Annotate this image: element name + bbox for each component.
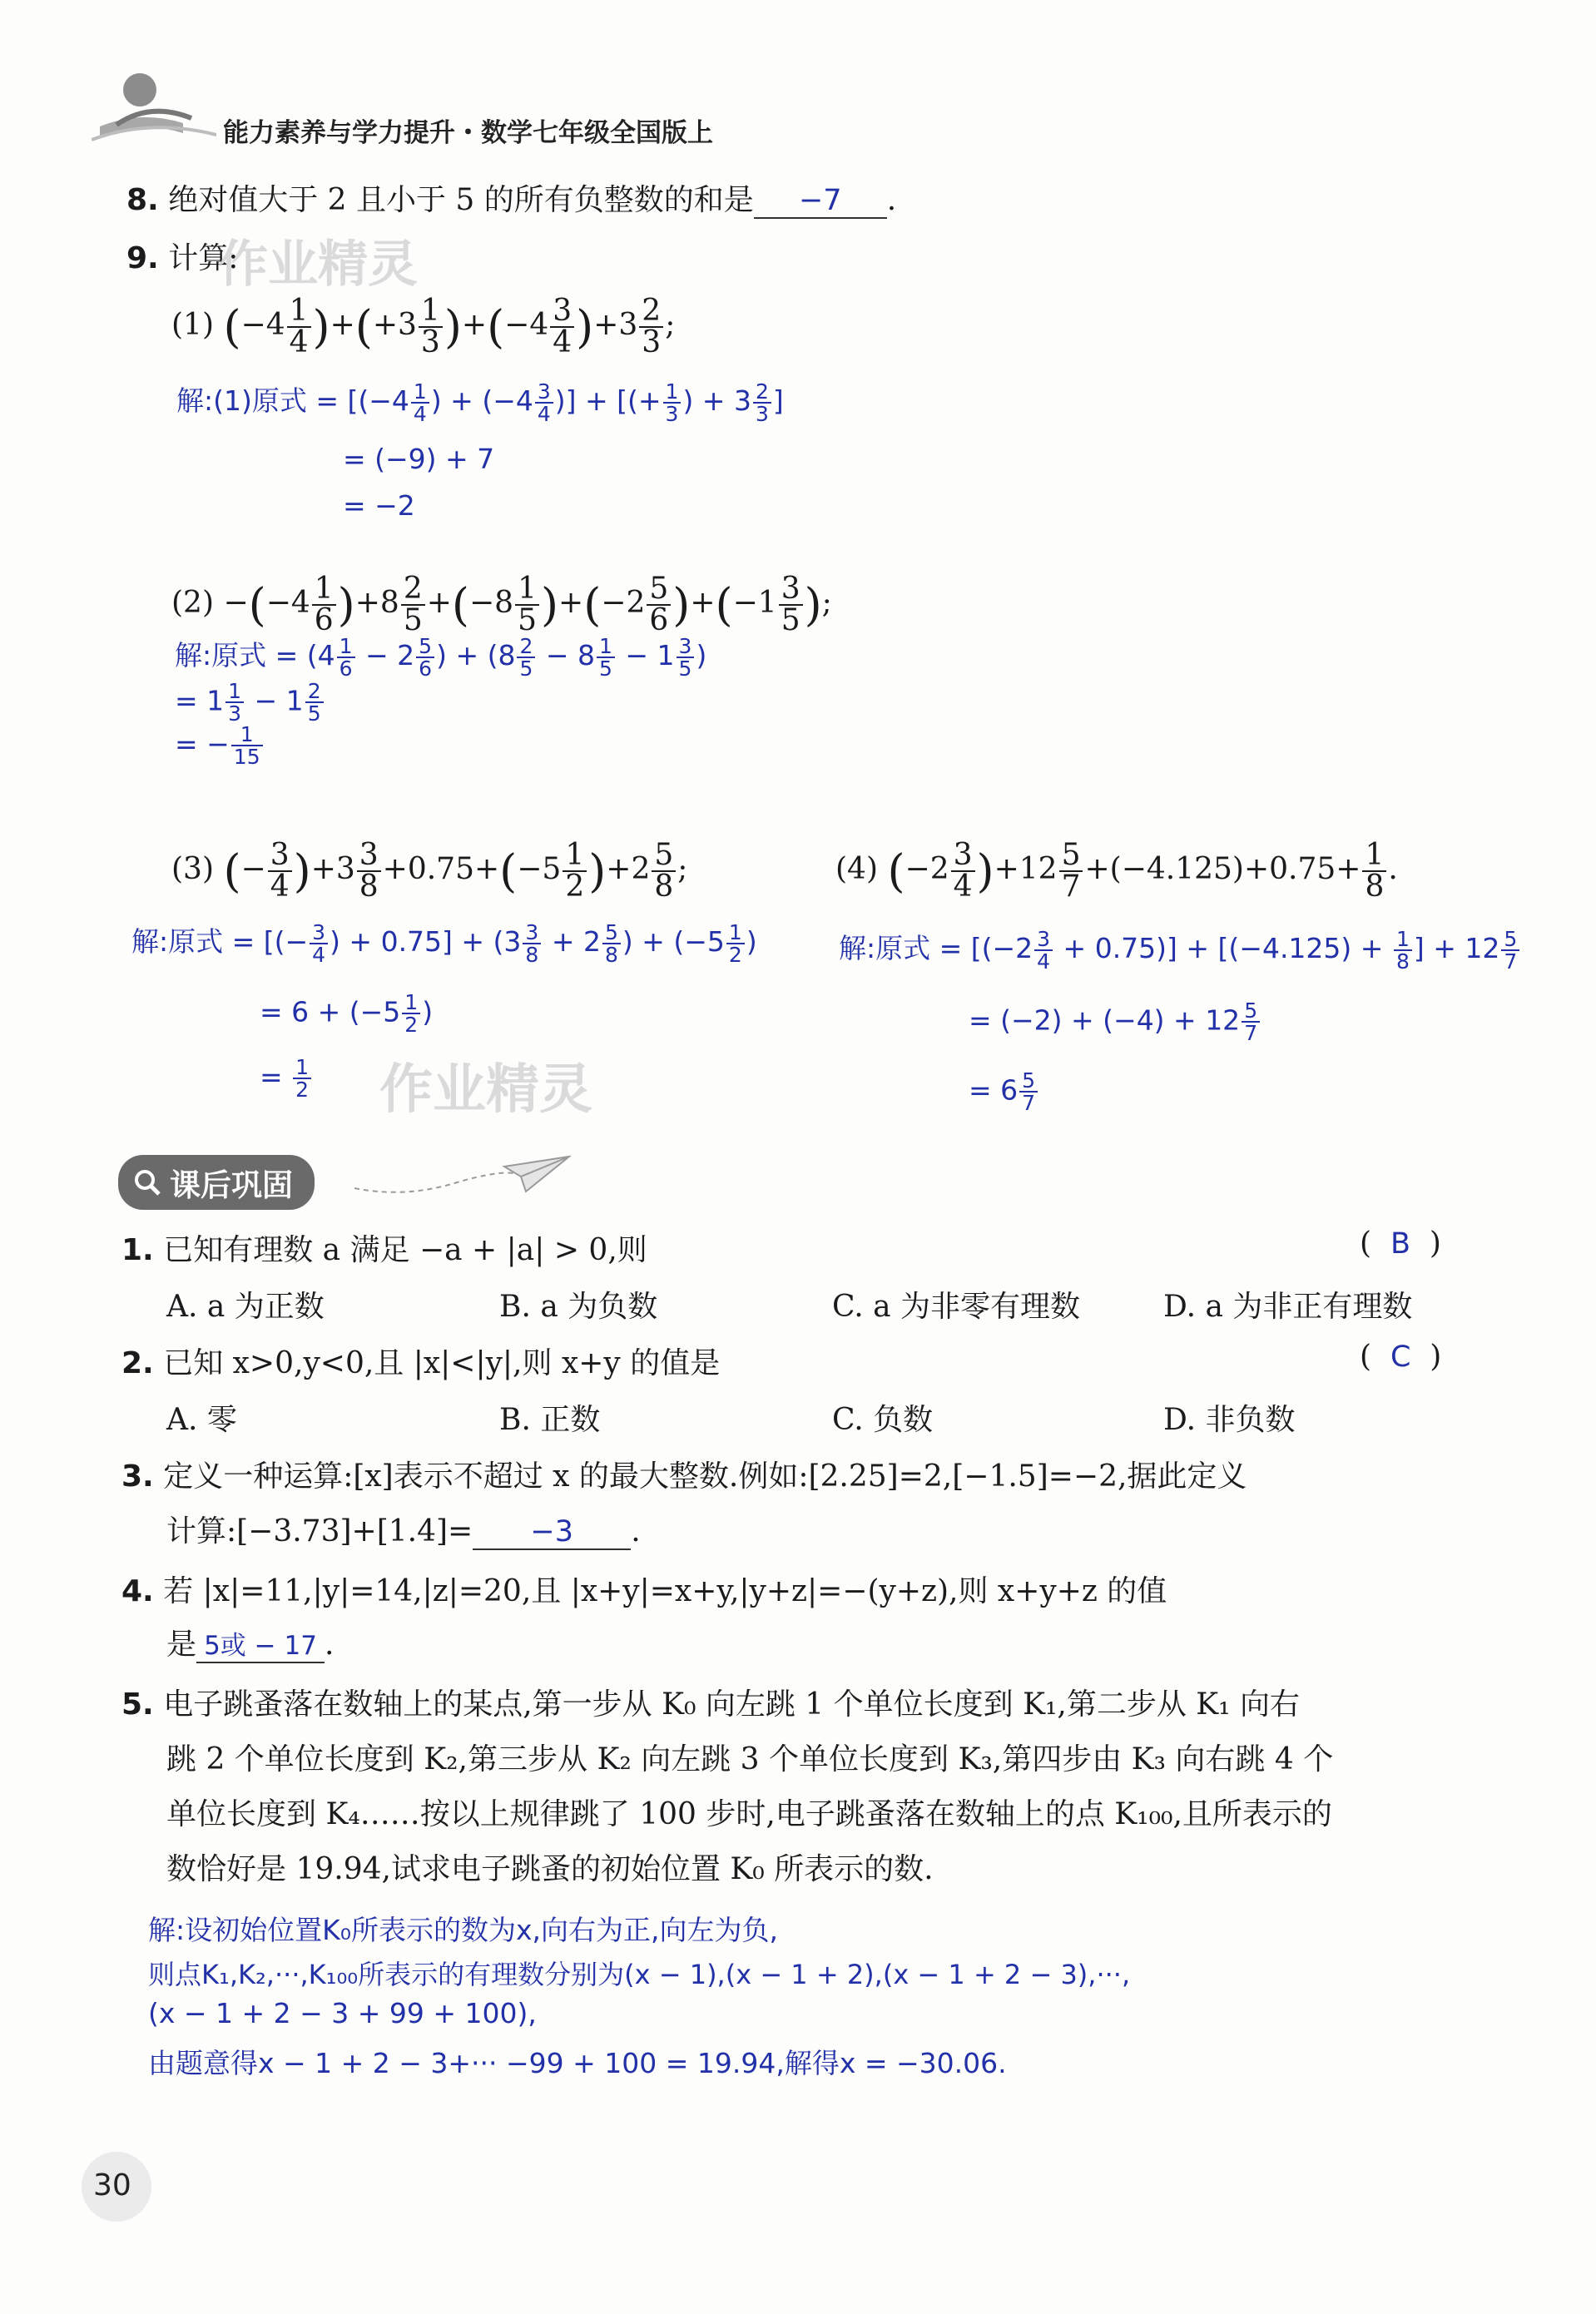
question-number: 2. <box>121 1346 154 1380</box>
choice-question-2 <box>121 1340 720 1382</box>
option-d: D. 非负数 <box>1163 1403 1296 1437</box>
question-3-line-2: 计算:[−3.73]+[1.4]= −3 . <box>166 1514 641 1548</box>
solution-5-line-3: (x − 1 + 2 − 3 + 99 + 100), <box>148 1997 537 2029</box>
answer-blank <box>754 183 887 219</box>
solution-1-line-3: = −2 <box>343 489 415 522</box>
answer-text: B <box>1390 1227 1410 1261</box>
problem-1: (1) (−4 $\frac{1}{4}$ )+(+3 $\frac{1}{3}$ )+(−4 $\frac{3}{4}$ )+3 $\frac{2}{3}$ ; <box>171 294 676 359</box>
question-number: 8. <box>126 183 159 217</box>
question-number: 3. <box>121 1459 154 1494</box>
answer-blank <box>473 1514 631 1550</box>
question-number: 9. <box>126 241 159 275</box>
question-3 <box>121 1453 1247 1495</box>
question-number: 1. <box>121 1233 154 1267</box>
answer-text: −7 <box>798 184 842 217</box>
solution-5-line-2: 则点K₁,K₂,···,K₁₀₀所表示的有理数分别为(x − 1),(x − 1 + 2),(x − 1 + 2 − 3),···, <box>148 1959 1131 1990</box>
option-a: A. 零 <box>166 1403 237 1437</box>
problem-2: (2) −(−4 $\frac{1}{6}$ )+8 $\frac{2}{5}$ +(−8 $\frac{1}{5}$ )+(−2 $\frac{5}{6}$ )+(−1 $\frac{3}{5}$ ); <box>171 572 832 637</box>
solution-1-line-1: 解:(1)原式 = [(−4 $\frac{1}{4}$ ) + (−4 $\frac{3}{4}$ )] + [(+ $\frac{1}{3}$ ) + 3 $\frac{2}{3}$ ] <box>176 379 784 426</box>
solution-4-line-2: = (−2) + (−4) + 12 $\frac{5}{7}$ <box>969 1000 1261 1043</box>
book-reader-icon <box>92 68 216 151</box>
solution-5-line-4: 由题意得x − 1 + 2 − 3+··· −99 + 100 = 19.94,解得x = −30.06. <box>148 2047 1007 2079</box>
solution-2-line-1: 解:原式 = (4 $\frac{1}{6}$ − 2 $\frac{5}{6}$ ) + (8 $\frac{2}{5}$ − 8 $\frac{1}{5}$ − 1 $\frac{3}{5}$ ) <box>175 633 707 681</box>
question-text: 若 |x|=11,|y|=14,|z|=20,且 |x+y|=x+y,|y+z|=−(y+z),则 x+y+z 的值 <box>163 1574 1167 1608</box>
question-number: 5. <box>121 1687 154 1722</box>
solution-2-line-3: = − $\frac{1}{15}$ <box>175 724 265 767</box>
page-number: 30 <box>93 2168 131 2203</box>
option-d: D. a 为非正有理数 <box>1163 1290 1413 1324</box>
question-4-line-2: 是 5或 − 17 . <box>166 1621 334 1663</box>
question-text: 已知有理数 a 满足 −a + |a| > 0,则 <box>163 1233 647 1267</box>
paper-plane-decoration <box>354 1152 571 1205</box>
section-pill <box>118 1155 315 1210</box>
answer-bracket: ( C ) <box>1360 1340 1442 1374</box>
solution-3-line-1: 解:原式 = [(− $\frac{3}{4}$ ) + 0.75] + (3 $\frac{3}{8}$ + 2 $\frac{5}{8}$ ) + (−5 $\frac{1}{2}$ ) <box>131 919 757 967</box>
question-text: 计算: <box>168 241 239 275</box>
option-c: C. 负数 <box>832 1403 934 1437</box>
question-5-line-4: 数恰好是 19.94,试求电子跳蚤的初始位置 K₀ 所表示的数. <box>166 1852 934 1886</box>
choice-question-1 <box>121 1226 647 1269</box>
question-4 <box>121 1568 1167 1610</box>
answer-bracket: ( B ) <box>1360 1226 1441 1261</box>
solution-5-line-1: 解:设初始位置K₀所表示的数为x,向右为正,向左为负, <box>148 1914 778 1946</box>
question-number: 4. <box>121 1574 154 1608</box>
solution-2-line-2: = 1 $\frac{1}{3}$ − 1 $\frac{2}{5}$ <box>175 681 325 724</box>
option-c: C. a 为非零有理数 <box>832 1290 1081 1324</box>
problem-4: (4) (−2 $\frac{3}{4}$ )+12 $\frac{5}{7}$ +(−4.125)+0.75+ $\frac{1}{8}$ . <box>835 838 1398 904</box>
answer-blank <box>196 1624 325 1663</box>
solution-4-line-1: 解:原式 = [(−2 $\frac{3}{4}$ + 0.75)] + [(−4.125) + $\frac{1}{8}$ ] + 12 $\frac{5}{7}$ <box>839 927 1521 972</box>
question-text: 电子跳蚤落在数轴上的某点,第一步从 K₀ 向左跳 1 个单位长度到 K₁,第二步从 K₁ 向右 <box>163 1687 1301 1722</box>
solution-3-line-2: = 6 + (−5 $\frac{1}{2}$ ) <box>260 990 434 1037</box>
option-a: A. a 为正数 <box>166 1290 325 1324</box>
header-logo <box>92 68 216 151</box>
option-b: B. a 为负数 <box>499 1290 658 1324</box>
watermark: 作业精灵 <box>379 1059 592 1121</box>
header-title: 能力素养与学力提升・数学七年级全国版上 <box>223 118 713 148</box>
question-5-line-3: 单位长度到 K₄……按以上规律跳了 100 步时,电子跳蚤落在数轴上的点 K₁₀₀,且所表示的 <box>166 1797 1332 1831</box>
answer-text: C <box>1390 1340 1411 1374</box>
question-text: 定义一种运算:[x]表示不超过 x 的最大整数.例如:[2.25]=2,[−1.5]=−2,据此定义 <box>163 1459 1247 1494</box>
answer-text: 5或 − 17 <box>204 1631 317 1661</box>
question-8: 8. 绝对值大于 2 且小于 5 的所有负整数的和是 −7 . <box>126 183 897 217</box>
option-b: B. 正数 <box>499 1403 601 1437</box>
question-text: 已知 x>0,y<0,且 |x|<|y|,则 x+y 的值是 <box>163 1346 721 1380</box>
question-5 <box>121 1681 1300 1723</box>
question-5-line-2: 跳 2 个单位长度到 K₂,第三步从 K₂ 向左跳 3 个单位长度到 K₃,第四步由 K₃ 向右跳 4 个 <box>166 1742 1334 1776</box>
solution-4-line-3: = 6 $\frac{5}{7}$ <box>969 1070 1039 1113</box>
solution-1-line-2: = (−9) + 7 <box>343 443 495 475</box>
solution-3-line-3: = $\frac{1}{2}$ <box>260 1057 313 1100</box>
magnifier-icon <box>133 1168 161 1197</box>
section-header <box>118 1155 315 1210</box>
paper-plane-icon <box>354 1152 571 1202</box>
question-text: 绝对值大于 2 且小于 5 的所有负整数的和是 <box>168 183 754 217</box>
answer-text: −3 <box>530 1515 574 1548</box>
section-title: 课后巩固 <box>170 1167 293 1203</box>
watermark: 作业精灵 <box>218 235 418 294</box>
problem-3: (3) (− $\frac{3}{4}$ )+3 $\frac{3}{8}$ +0.75+(−5 $\frac{1}{2}$ )+2 $\frac{5}{8}$ ; <box>171 838 688 904</box>
